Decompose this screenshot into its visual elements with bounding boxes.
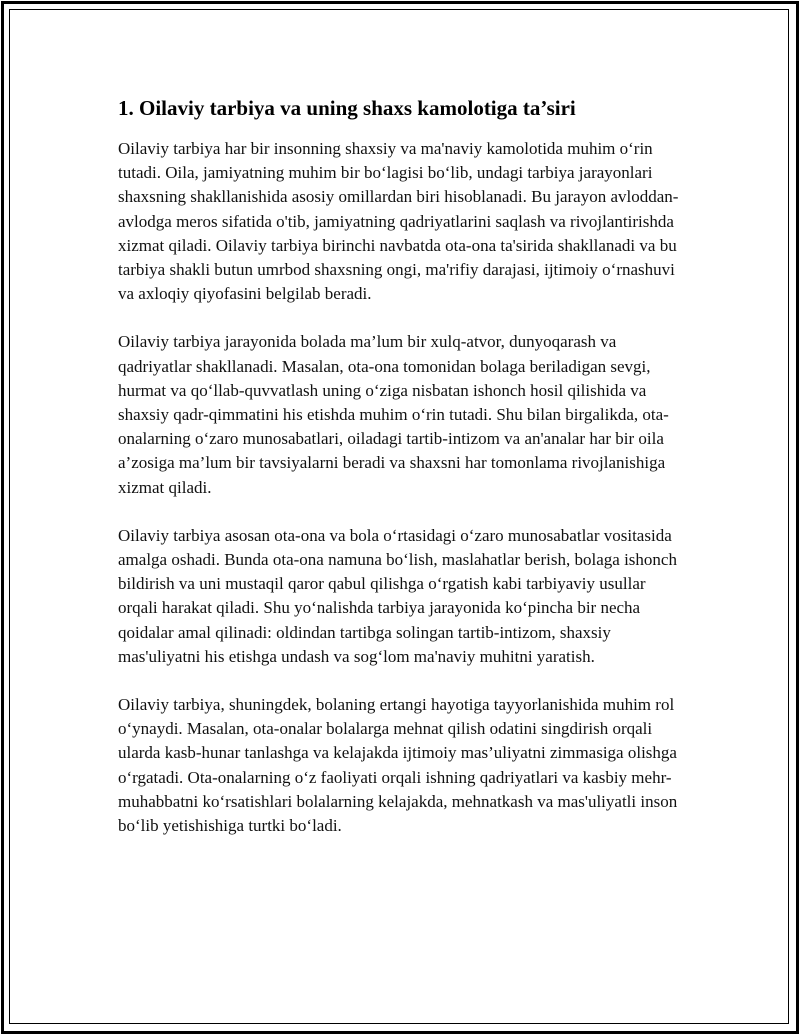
paragraph-2: Oilaviy tarbiya jarayonida bolada ma’lum bir xulq-atvor, dunyoqarash va qadriyatlar shakllanadi. Masalan, ota-ona tomonidan bolaga beriladigan sevgi, hurmat va qo‘llab-quvvatlash uning o‘ziga nisbatan ishonch hosil qilishida va shaxsiy qadr-qimmatini his etishda muhim o‘rin tutadi. Shu bilan birgalikda, ota-onalarning o‘zaro munosabatlari, oiladagi tartib-intizom va an'analar har bir oila a’zosiga ma’lum bir tavsiyalarni beradi va shaxsni har tomonlama rivojlanishiga xizmat qiladi.: [118, 332, 669, 497]
section-title: 1. Oilaviy tarbiya va uning shaxs kamolotiga ta’siri: [118, 96, 576, 120]
paragraph-3: Oilaviy tarbiya asosan ota-ona va bola o‘rtasidagi o‘zaro munosabatlar vositasida amalga oshadi. Bunda ota-ona namuna bo‘lish, maslahatlar berish, bolaga ishonch bildirish va uni mustaqil qaror qabul qilishga o‘rgatish kabi tarbiyaviy usullar orqali harakat qiladi. Shu yo‘nalishda tarbiya jarayonida ko‘pincha bir necha qoidalar amal qilinadi: oldindan tartibga solingan tartib-intizom, shaxsiy mas'uliyatni his etishga undash va sog‘lom ma'naviy muhitni yaratish.: [118, 525, 677, 666]
paragraph-4: Oilaviy tarbiya, shuningdek, bolaning ertangi hayotiga tayyorlanishida muhim rol o‘ynaydi. Masalan, ota-onalar bolalarga mehnat qilish odatini singdirish orqali ularda kasb-hunar tanlashga va kelajakda ijtimoiy mas’uliyatni zimmasiga olishga o‘rgatadi. Ota-onalarning o‘z faoliyati orqali ishning qadriyatlari va kasbiy mehr-muhabbatni ko‘rsatishlari bolalarning kelajakda, mehnatkash va mas'uliyatli inson bo‘lib yetishishiga turtki bo‘ladi.: [118, 695, 678, 836]
document-body: [118, 93, 680, 862]
paragraph-1: Oilaviy tarbiya har bir insonning shaxsiy va ma'naviy kamolotida muhim o‘rin tutadi. Oila, jamiyatning muhim bir bo‘lagisi bo‘lib, undagi tarbiya jarayonlari shaxsning shakllanishida asosiy omillardan biri hisoblanadi. Bu jarayon avloddan-avlodga meros sifatida o'tib, jamiyatning qadriyatlarini saqlash va rivojlantirishda xizmat qiladi. Oilaviy tarbiya birinchi navbatda ota-ona ta'sirida shakllanadi va bu tarbiya shakli butun umrbod shaxsning ongi, ma'rifiy darajasi, ijtimoiy o‘rnashuvi va axloqiy qiyofasini belgilab beradi.: [118, 139, 679, 304]
